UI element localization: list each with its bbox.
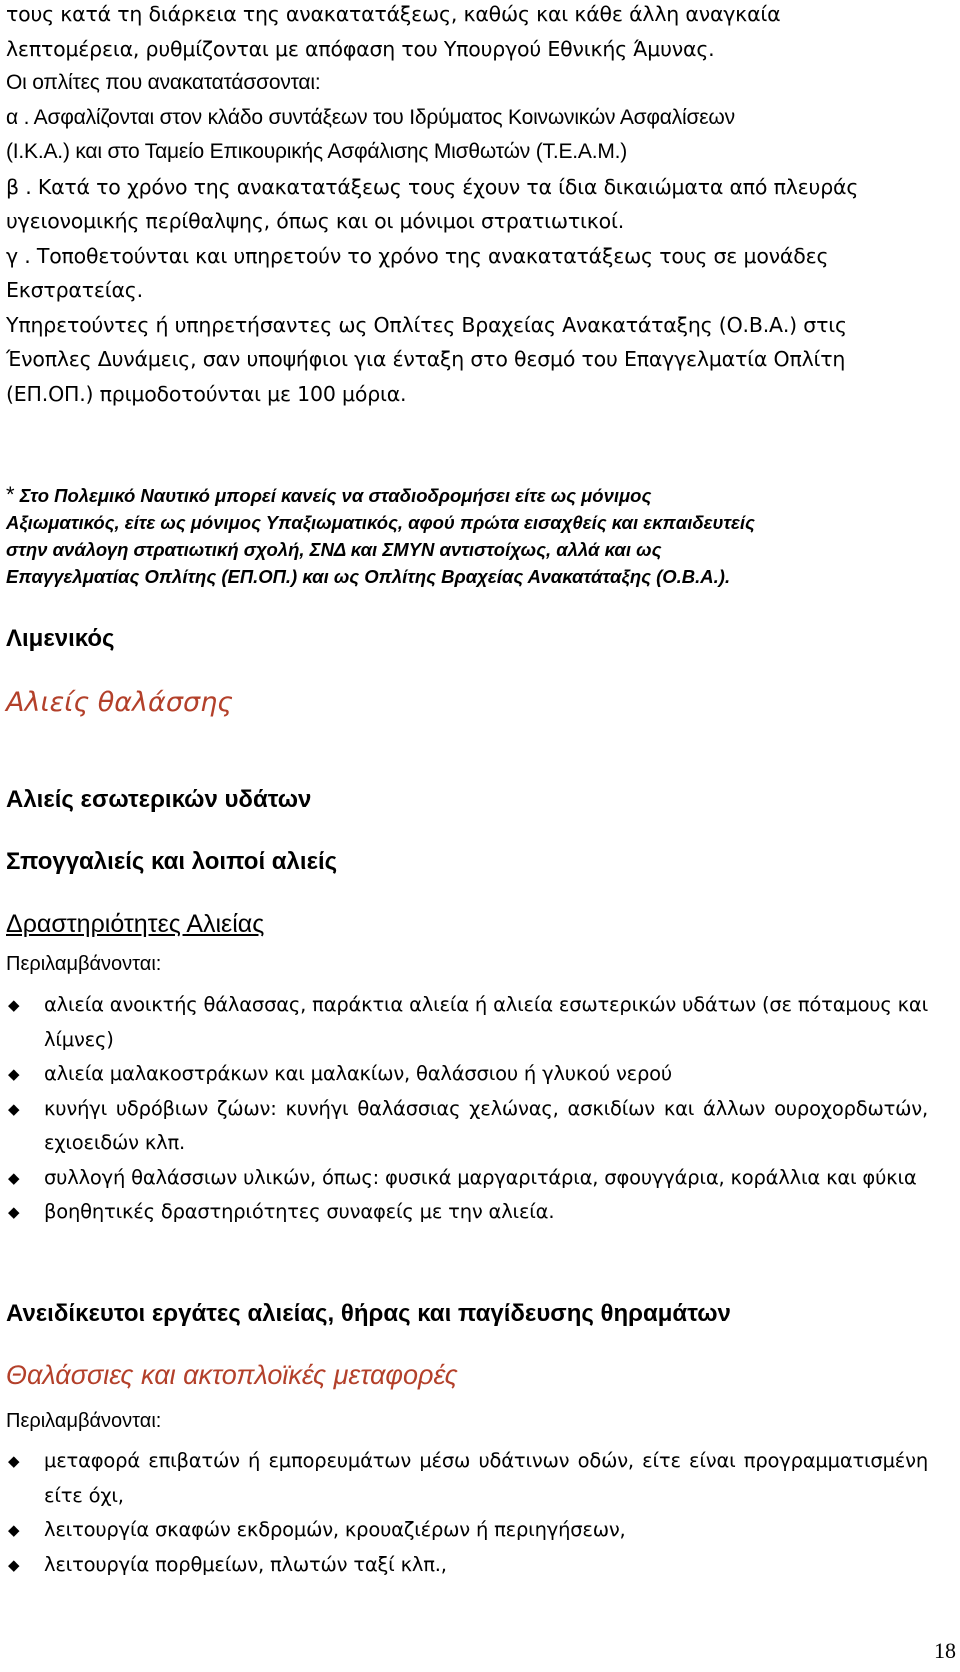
diamond-bullet-icon: ◆ (8, 1099, 20, 1118)
diamond-bullet-icon: ◆ (8, 1452, 20, 1470)
intro-line: Ένοπλες Δυνάμεις, σαν υποψήφιοι για ένταξη στο θεσμό του Επαγγελματία Οπλίτη (6, 347, 846, 371)
fishing-activities-list (6, 988, 928, 1230)
list-item: ◆ λειτουργία πορθμείων, πλωτών ταξί κλπ., (6, 1548, 928, 1583)
list-item: ◆ αλιεία ανοικτής θάλασσας, παράκτια αλιεία ή αλιεία εσωτερικών υδάτων (σε πόταμους και λίμνες) (6, 988, 928, 1057)
heading-drastiriotites: Δραστηριότητες Αλιείας (6, 910, 265, 938)
transport-activities-list (6, 1444, 928, 1582)
list-item: ◆ βοηθητικές δραστηριότητες συναφείς με την αλιεία. (6, 1195, 928, 1230)
navy-note (6, 481, 928, 590)
note-line: Αξιωματικός, είτε ως μόνιμος Υπαξιωματικός, αφού πρώτα εισαχθείς και εκπαιδευτείς (6, 512, 755, 533)
list-item: ◆ μεταφορά επιβατών ή εμπορευμάτων μέσω υδάτινων οδών, είτε είναι προγραμματισμένη είτε όχι, (6, 1444, 928, 1513)
diamond-bullet-icon: ◆ (8, 1168, 20, 1187)
note-line: * Στο Πολεμικό Ναυτικό μπορεί κανείς να σταδιοδρομήσει είτε ως μόνιμος (6, 482, 652, 507)
page-number: 18 (934, 1638, 956, 1663)
intro-line: α . Ασφαλίζονται στον κλάδο συντάξεων του Ιδρύματος Κοινωνικών Ασφαλίσεων (6, 105, 735, 129)
intro-line: υγειονομικής περίθαλψης, όπως και οι μόνιμοι στρατιωτικοί. (6, 209, 625, 233)
asterisk: * (6, 482, 15, 507)
intro-line: β . Κατά το χρόνο της ανακατατάξεως τους έχουν τα ίδια δικαιώματα από πλευράς (6, 174, 859, 199)
intro-line: λεπτομέρεια, ρυθμίζονται με απόφαση του Υπουργού Εθνικής Άμυνας. (6, 36, 715, 61)
heading-alieis-esoterikon: Αλιείς εσωτερικών υδάτων (6, 786, 312, 813)
note-line: Επαγγελματίας Οπλίτης (ΕΠ.ΟΠ.) και ως Οπλίτης Βραχείας Ανακατάταξης (Ο.Β.Α.). (6, 566, 731, 587)
heading-alieis-thalassis: Αλιείς θαλάσσης (6, 687, 234, 718)
list-item: ◆ κυνήγι υδρόβιων ζώων: κυνήγι θαλάσσιας χελώνας, ασκιδίων και άλλων ουροχορδωτών, εχιοειδών κλπ. (6, 1092, 928, 1161)
includes-label: Περιλαμβάνονται: (6, 1410, 162, 1432)
includes-label: Περιλαμβάνονται: (6, 953, 162, 975)
intro-text (6, 0, 928, 411)
intro-line: τους κατά τη διάρκεια της ανακατατάξεως, καθώς και κάθε άλλη αναγκαία (6, 2, 781, 26)
list-item: ◆ λειτουργία σκαφών εκδρομών, κρουαζιέρων ή περιηγήσεων, (6, 1513, 928, 1548)
diamond-bullet-icon: ◆ (8, 1203, 20, 1221)
diamond-bullet-icon: ◆ (8, 996, 20, 1014)
intro-line: Υπηρετούντες ή υπηρετήσαντες ως Οπλίτες Βραχείας Ανακατάταξης (Ο.Β.Α.) στις (6, 312, 847, 337)
list-item: ◆ συλλογή θαλάσσιων υλικών, όπως: φυσικά μαργαριτάρια, σφουγγάρια, κοράλλια και φύκια (6, 1161, 928, 1196)
heading-thalassies-metafores: Θαλάσσιες και ακτοπλοϊκές μεταφορές (6, 1360, 458, 1390)
heading-spoggalieis: Σπογγαλιείς και λοιποί αλιείς (6, 848, 338, 875)
diamond-bullet-icon: ◆ (8, 1065, 20, 1083)
intro-line: (Ι.Κ.Α.) και στο Ταμείο Επικουρικής Ασφάλισης Μισθωτών (Τ.Ε.Α.Μ.) (6, 140, 628, 163)
heading-anidikeftoi: Ανειδίκευτοι εργάτες αλιείας, θήρας και παγίδευσης θηραμάτων (6, 1300, 731, 1327)
diamond-bullet-icon: ◆ (8, 1521, 20, 1539)
intro-line: (ΕΠ.ΟΠ.) πριμοδοτούνται με 100 μόρια. (6, 381, 407, 406)
list-item: ◆ αλιεία μαλακοστράκων και μαλακίων, θαλάσσιου ή γλυκού νερού (6, 1057, 928, 1092)
diamond-bullet-icon: ◆ (8, 1555, 20, 1574)
intro-line: Εκστρατείας. (6, 278, 143, 302)
heading-limenikos: Λιμενικός (6, 625, 115, 652)
intro-line: γ . Τοποθετούνται και υπηρετούν το χρόνο της ανακατατάξεως τους σε μονάδες (6, 243, 829, 268)
intro-line: Οι οπλίτες που ανακατατάσσονται: (6, 71, 321, 94)
note-line: στην ανάλογη στρατιωτική σχολή, ΣΝΔ και ΣΜΥΝ αντιστοίχως, αλλά και ως (6, 539, 662, 560)
